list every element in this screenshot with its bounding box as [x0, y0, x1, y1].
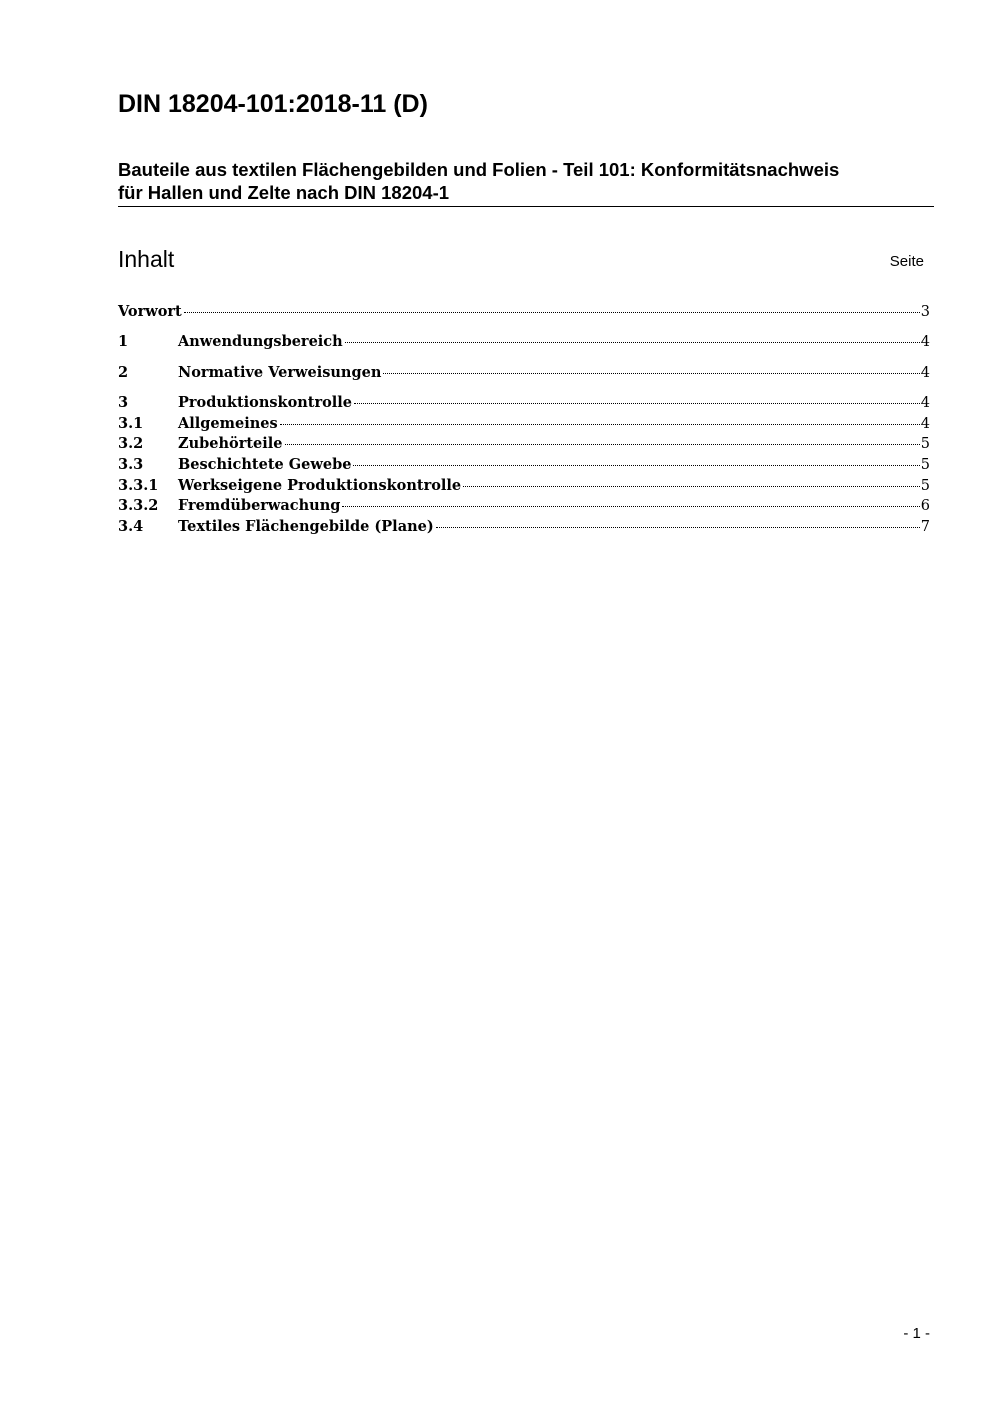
toc-entry-number: 1 [118, 333, 129, 350]
toc-entry-number: 3 [118, 394, 129, 411]
toc-entry-page: 4 [920, 334, 930, 350]
toc-entry-title: Produktionskontrolle [178, 394, 353, 411]
toc-entry-title: Anwendungsbereich [178, 333, 343, 350]
toc-entry[interactable] [118, 517, 930, 537]
toc-dot-leader [342, 506, 919, 507]
toc-entry-number: 3.4 [118, 518, 144, 535]
toc-entry-page: 4 [920, 395, 930, 411]
toc-dot-leader [383, 373, 919, 374]
toc-dot-leader [285, 444, 920, 445]
toc-dot-leader [345, 342, 920, 343]
toc-entry-page: 7 [920, 519, 930, 535]
page-number: - 1 - [903, 1325, 930, 1342]
toc-entry[interactable] [118, 496, 930, 516]
toc-entry-title: Fremdüberwachung [178, 497, 341, 514]
toc-entry-title: Vorwort [118, 303, 182, 320]
toc-entry-number: 3.3 [118, 456, 144, 473]
toc-dot-leader [354, 403, 920, 404]
toc-dot-leader [184, 312, 920, 313]
toc-entry[interactable] [118, 455, 930, 475]
toc-entry-number: 3.1 [118, 415, 144, 432]
toc-entry[interactable] [118, 393, 930, 413]
toc-entry-page: 4 [920, 416, 930, 432]
toc-entry-page: 5 [920, 457, 930, 473]
toc-entry-page: 4 [920, 365, 930, 381]
toc-entry-page: 5 [920, 436, 930, 452]
toc-entry-title: Werkseigene Produktionskontrolle [178, 477, 462, 494]
document-title-line-1: Bauteile aus textilen Flächengebilden und Folien - Teil 101: Konformitätsnachweis [118, 159, 840, 180]
toc-entry-page: 3 [920, 304, 930, 320]
toc-entry-title: Zubehörteile [178, 435, 283, 452]
toc-entry[interactable] [118, 414, 930, 434]
toc-entry-title: Normative Verweisungen [178, 364, 382, 381]
toc-entry[interactable] [118, 476, 930, 496]
toc-entry[interactable] [118, 434, 930, 454]
toc-page-label: Seite [889, 253, 924, 270]
toc-dot-leader [436, 527, 920, 528]
toc-heading: Inhalt [118, 246, 175, 272]
toc-entry-number: 2 [118, 364, 129, 381]
toc-entry-title: Textiles Flächengebilde (Plane) [178, 518, 434, 535]
toc-entry[interactable] [118, 332, 930, 352]
toc-dot-leader [353, 465, 919, 466]
toc-entry[interactable] [118, 302, 930, 322]
toc-entry-number: 3.3.1 [118, 477, 159, 494]
toc-dot-leader [280, 424, 920, 425]
toc-entry-number: 3.2 [118, 435, 144, 452]
document-title [118, 158, 934, 207]
toc-entry-title: Beschichtete Gewebe [178, 456, 352, 473]
toc-entry-page: 5 [920, 478, 930, 494]
document-title-line-2: für Hallen und Zelte nach DIN 18204-1 [118, 182, 450, 203]
toc-entry-title: Allgemeines [178, 415, 278, 432]
toc-entry-page: 6 [920, 498, 930, 514]
toc-entry[interactable] [118, 363, 930, 383]
toc-dot-leader [463, 486, 920, 487]
document-id: DIN 18204-101:2018-11 (D) [118, 90, 428, 118]
toc-entry-number: 3.3.2 [118, 497, 159, 514]
